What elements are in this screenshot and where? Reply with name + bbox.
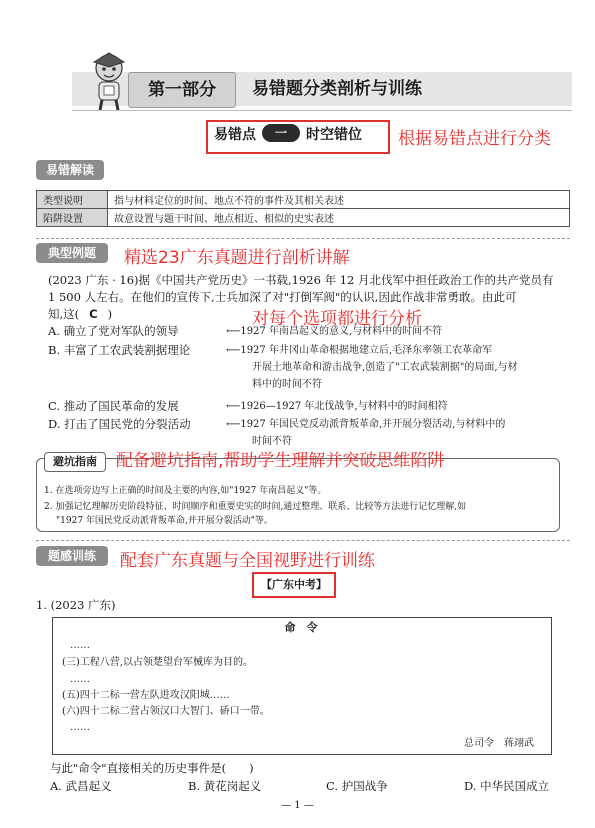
error-point-number: 一 <box>262 124 300 142</box>
tips-line: "1927 年国民党反动派背叛革命,并开展分裂活动"等。 <box>56 516 273 526</box>
tips-line: 2. 加强记忆理解历史阶段特征、时间顺序和重要史实的时间,通过整理、联系、比较等方法进行记忆理解,如 <box>44 502 467 512</box>
order-document-box <box>52 617 552 755</box>
table-cell-label: 陷阱设置 <box>37 209 108 227</box>
order-line: …… <box>70 674 90 685</box>
option-a: A. 确立了党对军队的领导 <box>48 324 179 338</box>
table-cell-label: 类型说明 <box>37 191 108 209</box>
option-d-analysis: ⟵1927 年国民党反动派背叛革命,并开展分裂活动,与材料中的 <box>226 419 506 430</box>
option-d-analysis: 时间不符 <box>252 436 292 447</box>
order-line: …… <box>70 640 90 651</box>
option-b-analysis: 开展土地革命和游击战争,创造了"工农武装割据"的局面,与材 <box>252 362 518 373</box>
practice-option-c: C. 护国战争 <box>326 779 388 793</box>
dashed-divider <box>36 238 570 239</box>
option-b-analysis: ⟵1927 年井冈山革命根据地建立后,毛泽东率领工农革命军 <box>226 345 493 356</box>
order-line: (六)四十二标二营占领汉口大智门、硚口一带。 <box>62 706 270 717</box>
section-tab-practice: 题感训练 <box>36 546 108 566</box>
order-title: 命 令 <box>284 621 318 634</box>
region-tag: 【广东中考】 <box>252 572 336 598</box>
page-number: — 1 — <box>281 800 314 811</box>
annotation-classify: 根据易错点进行分类 <box>398 129 551 149</box>
option-a-analysis: ⟵1927 年南昌起义的意义,与材料中的时间不符 <box>226 326 443 337</box>
table-cell-text: 指与材料定位的时间、地点不符的事件及其相关表述 <box>108 191 570 209</box>
tips-tab: 避坑指南 <box>44 452 106 472</box>
header-divider <box>72 110 572 111</box>
annotation-tips: 配备避坑指南,帮助学生理解并突破思维陷阱 <box>116 451 445 471</box>
annotation-example: 精选23广东真题进行剖析讲解 <box>124 248 350 268</box>
analysis-table <box>36 190 570 227</box>
page-title: 易错题分类剖析与训练 <box>252 79 422 99</box>
option-c-analysis: ⟵1926—1927 年北伐战争,与材料中的时间相符 <box>226 401 448 412</box>
annotation-practice: 配套广东真题与全国视野进行训练 <box>120 551 375 571</box>
practice-option-d: D. 中华民国成立 <box>464 779 550 793</box>
practice-option-b: B. 黄花岗起义 <box>188 779 262 793</box>
order-line: …… <box>70 722 90 733</box>
section-tab-analysis: 易错解读 <box>36 160 104 180</box>
error-point-heading <box>214 122 362 148</box>
question-stem: 与此"命令"直接相关的历史事件是( ) <box>50 761 254 775</box>
question-line: 1 500 人左右。在他们的宣传下,士兵加深了对"打倒军阀"的认识,因此作战非常勇敢。由此可 <box>48 290 517 304</box>
dashed-divider <box>36 540 570 541</box>
order-line: (三)工程八营,以占领楚望台军械库为目的。 <box>62 657 253 668</box>
question-number: 1. (2023 广东) <box>36 598 116 612</box>
question-line: (2023 广东 · 16)据《中国共产党历史》一书载,1926 年 12 月北伐军中担任政治工作的共产党员有 <box>48 273 554 287</box>
order-line: (五)四十二标一营左队进攻汉阳城…… <box>62 690 230 701</box>
table-cell-text: 故意设置与题干时间、地点相近、相似的史实表述 <box>108 209 570 227</box>
annotation-options: 对每个选项都进行分析 <box>252 309 422 329</box>
practice-option-a: A. 武昌起义 <box>50 779 112 793</box>
option-b: B. 丰富了工农武装割据理论 <box>48 343 191 357</box>
option-b-analysis: 料中的时间不符 <box>252 379 322 390</box>
order-signature: 总司令 蒋翊武 <box>464 738 534 749</box>
table-row <box>37 191 570 209</box>
question-line-text: 知,这( <box>48 307 80 321</box>
mascot-illustration <box>84 48 134 114</box>
answer-letter: C <box>89 307 98 321</box>
option-c: C. 推动了国民革命的发展 <box>48 399 179 413</box>
option-d: D. 打击了国民党的分裂活动 <box>48 417 191 431</box>
answer-paren: ) <box>107 307 113 321</box>
error-point-name: 时空错位 <box>306 127 362 143</box>
error-point-prefix: 易错点 <box>214 127 256 143</box>
tips-line: 1. 在选项旁边写上正确的时间及主要的内容,如"1927 年南昌起义"等。 <box>44 486 327 496</box>
table-row <box>37 209 570 227</box>
part-label: 第一部分 <box>128 72 236 108</box>
section-tab-example: 典型例题 <box>36 243 108 263</box>
question-line <box>48 306 112 323</box>
